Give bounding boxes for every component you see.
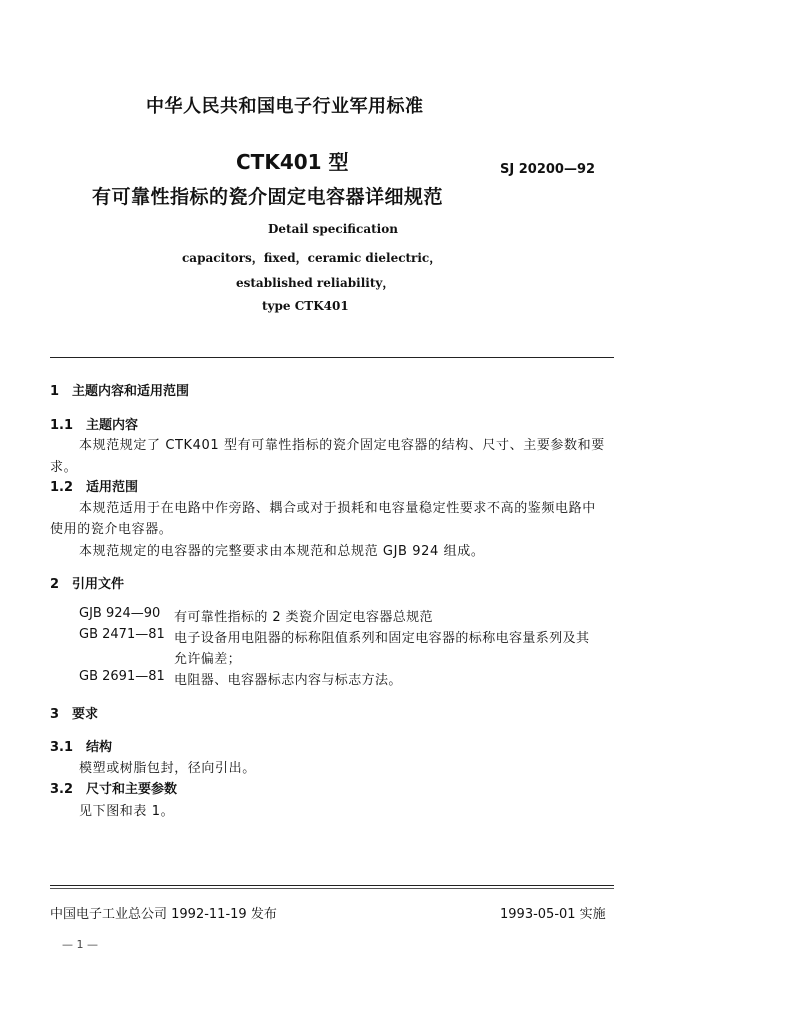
standard-body-header: 中华人民共和国电子行业军用标准	[146, 96, 424, 117]
section-3-2-heading: 3.2 尺寸和主要参数	[50, 782, 178, 797]
standard-number: SJ 20200—92	[500, 162, 596, 177]
section-3-heading: 3 要求	[50, 707, 99, 722]
reference-title: 允许偏差；	[174, 652, 242, 667]
reference-code: GJB 924—90	[79, 606, 161, 621]
footer-divider	[50, 885, 614, 886]
english-title-line: capacitors，fixed，ceramic dielectric，	[182, 251, 442, 265]
reference-code: GB 2691—81	[79, 669, 165, 684]
paragraph-line: 本规范规定的电容器的完整要求由本规范和总规范 GJB 924 组成。	[79, 544, 485, 559]
document-title: 有可靠性指标的瓷介固定电容器详细规范	[92, 186, 444, 208]
section-1-2-heading: 1.2 适用范围	[50, 480, 139, 495]
english-title-line: type CTK401	[262, 299, 349, 313]
page-number: — 1 —	[62, 938, 98, 951]
english-title-line: established reliability，	[236, 276, 395, 290]
english-title-line: Detail specification	[268, 222, 398, 236]
paragraph-line: 求。	[50, 460, 78, 475]
paragraph-line: 模塑或树脂包封，径向引出。	[79, 761, 256, 776]
paragraph-line: 本规范规定了 CTK401 型有可靠性指标的瓷介固定电容器的结构、尺寸、主要参数和要	[79, 438, 605, 453]
title-divider	[50, 357, 614, 358]
footer-divider-secondary	[50, 888, 614, 889]
section-3-1-heading: 3.1 结构	[50, 740, 113, 755]
paragraph-line: 见下图和表 1。	[79, 804, 175, 819]
paragraph-line: 本规范适用于在电路中作旁路、耦合或对于损耗和电容量稳定性要求不高的鉴频电路中	[79, 501, 596, 516]
section-1-heading: 1 主题内容和适用范围	[50, 384, 190, 399]
reference-title: 电阻器、电容器标志内容与标志方法。	[174, 673, 402, 688]
paragraph-line: 使用的瓷介电容器。	[50, 522, 173, 537]
model-title: CTK401 型	[236, 150, 349, 174]
reference-code: GB 2471—81	[79, 627, 165, 642]
issue-date: 中国电子工业总公司 1992-11-19 发布	[50, 907, 277, 922]
effective-date: 1993-05-01 实施	[500, 907, 606, 922]
reference-title: 有可靠性指标的 2 类瓷介固定电容器总规范	[174, 610, 433, 625]
section-2-heading: 2 引用文件	[50, 577, 125, 592]
section-1-1-heading: 1.1 主题内容	[50, 418, 139, 433]
reference-title: 电子设备用电阻器的标称阻值系列和固定电容器的标称电容量系列及其	[174, 631, 590, 646]
